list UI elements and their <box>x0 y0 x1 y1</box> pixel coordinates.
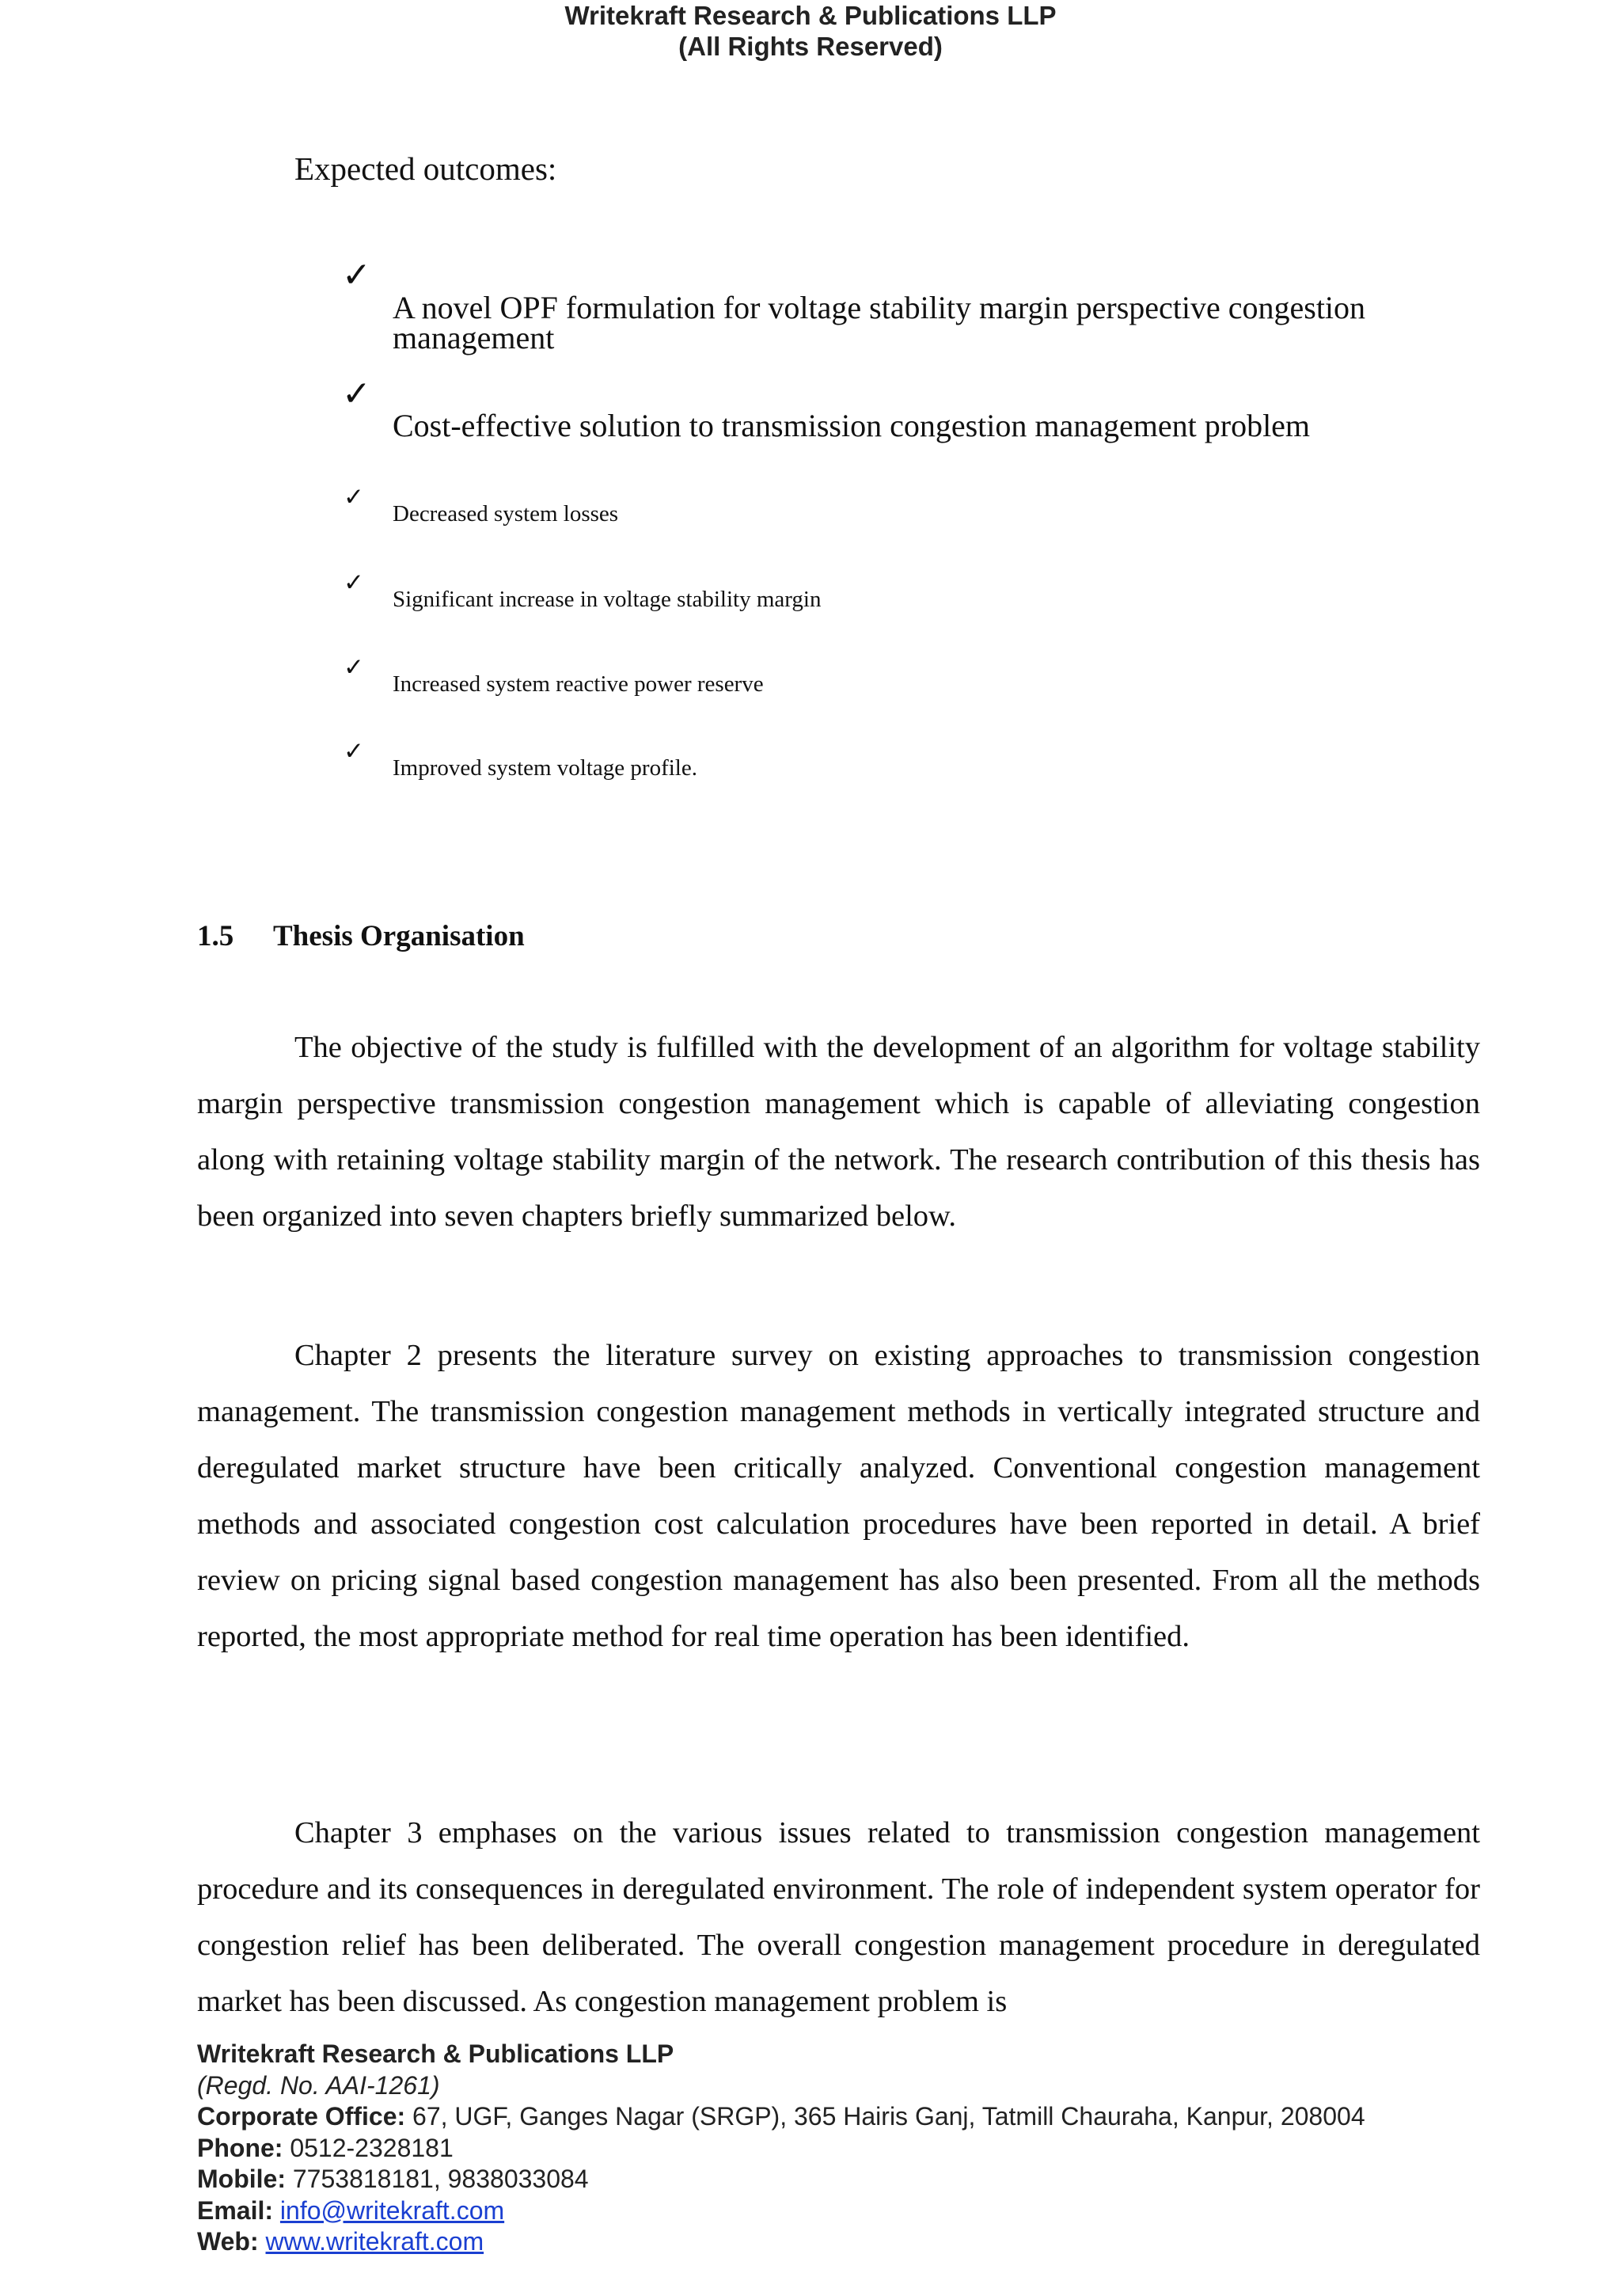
expected-outcomes-heading: Expected outcomes: <box>294 150 557 187</box>
section-heading <box>197 918 525 955</box>
checkmark-icon: ✓ <box>344 568 364 597</box>
phone-number: 0512-2328181 <box>283 2133 454 2162</box>
checkmark-icon: ✓ <box>342 255 371 295</box>
footer-phone <box>197 2133 1558 2165</box>
outcome-item: Increased system reactive power reserve <box>393 671 764 697</box>
header-firm-name: Writekraft Research & Publications LLP <box>564 1 1057 30</box>
checkmark-icon: ✓ <box>342 374 371 414</box>
section-number: 1.5 <box>197 920 234 952</box>
paragraph: Chapter 2 presents the literature survey on existing approaches to transmission congestion management. The transmission congestion management methods in vertically integrated structure and deregulated market structure have been critically analyzed. Conventional congestion management methods and associated congestion cost calculation procedures have been reported in detail. A brief review on pricing signal based congestion management has also been presented. From all the methods reported, the most appropriate method for real time operation has been identified. <box>197 1339 1480 1653</box>
outcome-item: Cost-effective solution to transmission congestion management problem <box>393 408 1311 443</box>
header-rights: (All Rights Reserved) <box>678 32 943 61</box>
office-label: Corporate Office: <box>197 2102 406 2131</box>
checkmark-icon: ✓ <box>344 483 364 511</box>
footer-mobile <box>197 2164 1558 2195</box>
web-link[interactable]: www.writekraft.com <box>265 2227 484 2256</box>
footer-web <box>197 2226 1558 2258</box>
footer-firm-name: Writekraft Research & Publications LLP <box>197 2039 674 2068</box>
mobile-numbers: 7753818181, 9838033084 <box>285 2165 589 2193</box>
outcome-item: A novel OPF formulation for voltage stability margin perspective congestion management <box>393 290 1366 355</box>
office-address: 67, UGF, Ganges Nagar (SRGP), 365 Hairis Ganj, Tatmill Chauraha, Kanpur, 208004 <box>405 2102 1365 2131</box>
footer-office <box>197 2101 1558 2133</box>
paragraph: The objective of the study is fulfilled with the development of an algorithm for voltage stability margin perspective transmission congestion management which is capable of alleviating congestion along with retaining voltage stability margin of the network. The research contribution of this thesis has been organized into seven chapters briefly summarized below. <box>197 1031 1480 1233</box>
footer-registration: (Regd. No. AAI-1261) <box>197 2070 440 2100</box>
mobile-label: Mobile: <box>197 2165 286 2193</box>
page-footer <box>197 2039 1558 2258</box>
outcome-item: Significant increase in voltage stability margin <box>393 587 822 612</box>
email-link[interactable]: info@writekraft.com <box>279 2195 505 2225</box>
paragraph: Chapter 3 emphases on the various issues related to transmission congestion management procedure and its consequences in deregulated environment. The role of independent system operator for congestion relief has been deliberated. The overall congestion management procedure in deregulated market has been discussed. As congestion management problem is <box>197 1816 1480 2018</box>
checkmark-icon: ✓ <box>344 653 364 682</box>
web-label: Web: <box>197 2227 259 2256</box>
outcome-item: Improved system voltage profile. <box>393 755 697 781</box>
footer-email <box>197 2195 1558 2227</box>
outcome-item: Decreased system losses <box>393 501 619 526</box>
email-label: Email: <box>197 2195 274 2225</box>
checkmark-icon: ✓ <box>344 737 364 766</box>
phone-label: Phone: <box>197 2133 283 2162</box>
page-header <box>0 0 1621 62</box>
section-title: Thesis Organisation <box>273 920 525 952</box>
